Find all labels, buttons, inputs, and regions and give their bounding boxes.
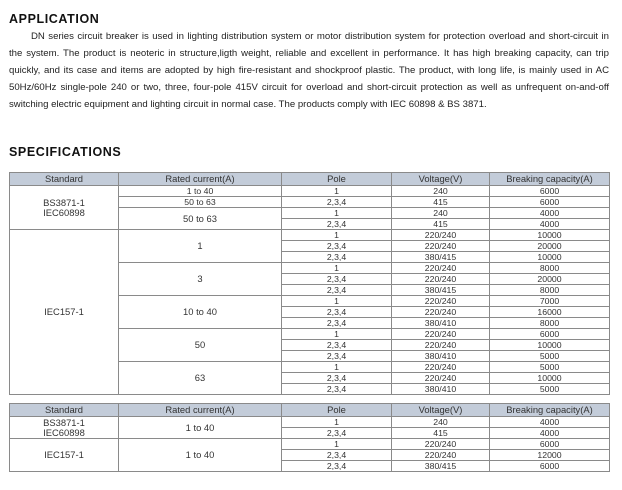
standard-cell: BS3871-1 IEC60898 [10, 417, 119, 439]
rated-current-cell: 63 [119, 362, 282, 395]
breaking-capacity-cell: 5000 [490, 384, 610, 395]
voltage-cell: 220/240 [392, 439, 490, 450]
breaking-capacity-cell: 6000 [490, 197, 610, 208]
breaking-capacity-cell: 4000 [490, 208, 610, 219]
pole-cell: 2,3,4 [282, 318, 392, 329]
column-header: Voltage(V) [392, 404, 490, 417]
voltage-cell: 220/240 [392, 329, 490, 340]
voltage-cell: 240 [392, 186, 490, 197]
pole-cell: 2,3,4 [282, 461, 392, 472]
column-header: Standard [10, 404, 119, 417]
breaking-capacity-cell: 10000 [490, 230, 610, 241]
standard-cell: BS3871-1 IEC60898 [10, 186, 119, 230]
column-header: Pole [282, 173, 392, 186]
rated-current-cell: 1 to 40 [119, 439, 282, 472]
table-header-row [10, 173, 610, 186]
voltage-cell: 415 [392, 197, 490, 208]
breaking-capacity-cell: 8000 [490, 263, 610, 274]
rated-current-cell: 1 to 40 [119, 186, 282, 197]
breaking-capacity-cell: 10000 [490, 252, 610, 263]
pole-cell: 1 [282, 362, 392, 373]
breaking-capacity-cell: 5000 [490, 351, 610, 362]
pole-cell: 2,3,4 [282, 252, 392, 263]
voltage-cell: 220/240 [392, 241, 490, 252]
voltage-cell: 220/240 [392, 450, 490, 461]
column-header: Rated current(A) [119, 173, 282, 186]
voltage-cell: 220/240 [392, 263, 490, 274]
voltage-cell: 380/415 [392, 461, 490, 472]
voltage-cell: 220/240 [392, 362, 490, 373]
pole-cell: 2,3,4 [282, 351, 392, 362]
pole-cell: 1 [282, 230, 392, 241]
rated-current-cell: 1 [119, 230, 282, 263]
pole-cell: 1 [282, 439, 392, 450]
pole-cell: 1 [282, 186, 392, 197]
breaking-capacity-cell: 6000 [490, 461, 610, 472]
breaking-capacity-cell: 6000 [490, 329, 610, 340]
voltage-cell: 380/410 [392, 351, 490, 362]
voltage-cell: 220/240 [392, 373, 490, 384]
breaking-capacity-cell: 5000 [490, 362, 610, 373]
voltage-cell: 220/240 [392, 340, 490, 351]
rated-current-cell: 50 [119, 329, 282, 362]
voltage-cell: 240 [392, 417, 490, 428]
breaking-capacity-cell: 12000 [490, 450, 610, 461]
breaking-capacity-cell: 6000 [490, 439, 610, 450]
pole-cell: 2,3,4 [282, 307, 392, 318]
pole-cell: 2,3,4 [282, 450, 392, 461]
breaking-capacity-cell: 6000 [490, 186, 610, 197]
rated-current-cell: 50 to 63 [119, 197, 282, 208]
pole-cell: 1 [282, 263, 392, 274]
breaking-capacity-cell: 16000 [490, 307, 610, 318]
breaking-capacity-cell: 8000 [490, 285, 610, 296]
table-row [10, 186, 610, 197]
application-heading: APPLICATION [9, 12, 100, 26]
pole-cell: 1 [282, 208, 392, 219]
rated-current-cell: 10 to 40 [119, 296, 282, 329]
specifications-table-1 [9, 172, 610, 395]
table-row [10, 230, 610, 241]
breaking-capacity-cell: 20000 [490, 274, 610, 285]
voltage-cell: 380/410 [392, 318, 490, 329]
breaking-capacity-cell: 20000 [490, 241, 610, 252]
rated-current-cell: 3 [119, 263, 282, 296]
voltage-cell: 415 [392, 428, 490, 439]
pole-cell: 2,3,4 [282, 373, 392, 384]
standard-cell: IEC157-1 [10, 439, 119, 472]
pole-cell: 2,3,4 [282, 241, 392, 252]
table-row [10, 417, 610, 428]
column-header: Breaking capacity(A) [490, 404, 610, 417]
pole-cell: 2,3,4 [282, 274, 392, 285]
pole-cell: 2,3,4 [282, 428, 392, 439]
pole-cell: 1 [282, 296, 392, 307]
breaking-capacity-cell: 10000 [490, 340, 610, 351]
breaking-capacity-cell: 10000 [490, 373, 610, 384]
voltage-cell: 415 [392, 219, 490, 230]
table-header-row [10, 404, 610, 417]
pole-cell: 1 [282, 329, 392, 340]
voltage-cell: 220/240 [392, 307, 490, 318]
specifications-heading: SPECIFICATIONS [9, 145, 122, 159]
rated-current-cell: 1 to 40 [119, 417, 282, 439]
breaking-capacity-cell: 4000 [490, 417, 610, 428]
voltage-cell: 380/415 [392, 252, 490, 263]
column-header: Breaking capacity(A) [490, 173, 610, 186]
application-paragraph [9, 28, 609, 113]
pole-cell: 1 [282, 417, 392, 428]
voltage-cell: 220/240 [392, 230, 490, 241]
pole-cell: 2,3,4 [282, 285, 392, 296]
column-header: Pole [282, 404, 392, 417]
application-text: DN series circuit breaker is used in lighting distribution system or motor distribution system for protection overload and short-circuit in the system. The product is neoteric in structure,ligth weight, reliable and excellent in performance. It has high breaking capacity, can trip quickly, and its case and items are adopted by high fire-resistant and shockproof plastic. The product, with long life, is mainly used in AC 50Hz/60Hz single-pole 240 or two, three, four-pole 415V circuit for overload and short-circuit protection as well as unfrequent on-and-off switching electric equipment and lighting circuit in normal case. The products comply with IEC 60898 & BS 3871. [9, 31, 609, 110]
breaking-capacity-cell: 8000 [490, 318, 610, 329]
specifications-table-2 [9, 403, 610, 472]
table-row [10, 439, 610, 450]
breaking-capacity-cell: 4000 [490, 428, 610, 439]
column-header: Rated current(A) [119, 404, 282, 417]
voltage-cell: 380/410 [392, 384, 490, 395]
pole-cell: 2,3,4 [282, 219, 392, 230]
voltage-cell: 220/240 [392, 296, 490, 307]
column-header: Standard [10, 173, 119, 186]
pole-cell: 2,3,4 [282, 197, 392, 208]
pole-cell: 2,3,4 [282, 384, 392, 395]
voltage-cell: 380/415 [392, 285, 490, 296]
breaking-capacity-cell: 7000 [490, 296, 610, 307]
voltage-cell: 220/240 [392, 274, 490, 285]
rated-current-cell: 50 to 63 [119, 208, 282, 230]
breaking-capacity-cell: 4000 [490, 219, 610, 230]
standard-cell: IEC157-1 [10, 230, 119, 395]
pole-cell: 2,3,4 [282, 340, 392, 351]
voltage-cell: 240 [392, 208, 490, 219]
column-header: Voltage(V) [392, 173, 490, 186]
